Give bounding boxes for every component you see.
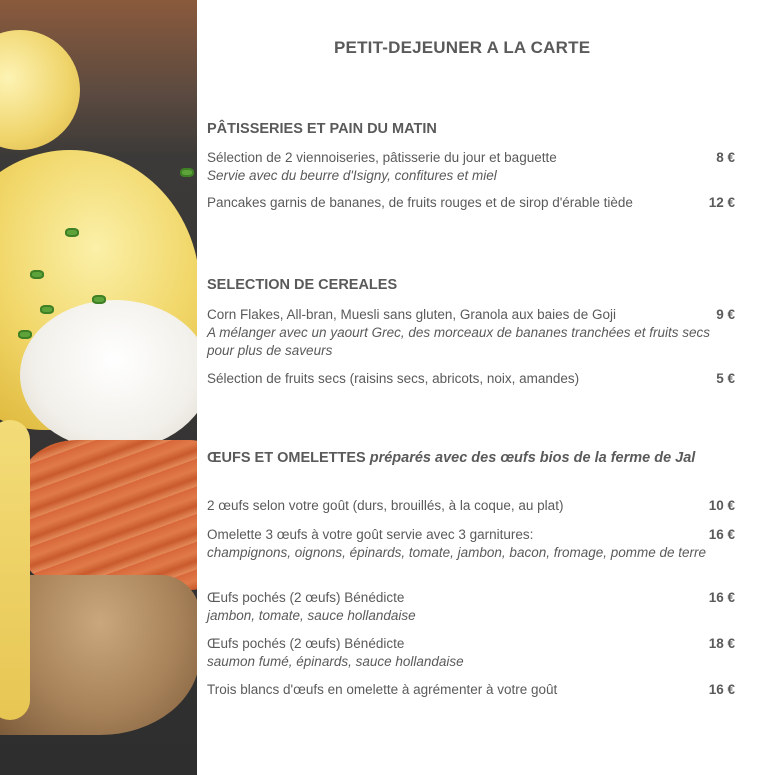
item-description: champignons, oignons, épinards, tomate, jambon, bacon, fromage, pomme de terre xyxy=(207,545,707,560)
item-name: Sélection de 2 viennoiseries, pâtisserie du jour et baguette xyxy=(207,150,557,165)
menu-item xyxy=(207,194,735,212)
eggs-benedict-photo xyxy=(0,0,197,775)
item-name: Sélection de fruits secs (raisins secs, abricots, noix, amandes) xyxy=(207,371,580,386)
chive-garnish xyxy=(180,168,194,177)
item-price: 8 € xyxy=(716,150,735,165)
item-name: 2 œufs selon votre goût (durs, brouillés, à la coque, au plat) xyxy=(207,498,564,513)
sauce-drip xyxy=(0,420,30,720)
section-title-note: préparés avec des œufs bios de la ferme de Jal xyxy=(369,450,696,466)
chive-garnish xyxy=(30,270,44,279)
menu-title: PETIT-DEJEUNER A LA CARTE xyxy=(334,38,591,57)
section-title-cereales: SELECTION DE CEREALES xyxy=(207,277,398,293)
section-title-oeufs xyxy=(207,449,732,467)
item-name: Trois blancs d'œufs en omelette à agrémenter à votre goût xyxy=(207,682,558,697)
chive-garnish xyxy=(65,228,79,237)
item-name: Pancakes garnis de bananes, de fruits rouges et de sirop d'érable tiède xyxy=(207,195,633,210)
item-price: 10 € xyxy=(708,498,735,513)
item-price: 16 € xyxy=(708,590,735,605)
item-name: Corn Flakes, All-bran, Muesli sans gluten, Granola aux baies de Goji xyxy=(207,307,616,322)
item-name: Œufs pochés (2 œufs) Bénédicte xyxy=(207,590,405,605)
item-price: 16 € xyxy=(708,527,735,542)
item-price: 16 € xyxy=(708,682,735,697)
item-description: A mélanger avec un yaourt Grec, des morceaux de bananes tranchées et fruits secs pour plus de saveurs xyxy=(207,325,711,358)
item-price: 12 € xyxy=(708,195,735,210)
hollandaise-sauce xyxy=(0,30,80,150)
item-price: 9 € xyxy=(716,307,735,322)
item-description: Servie avec du beurre d'Isigny, confitures et miel xyxy=(207,168,497,183)
menu-item xyxy=(207,635,735,671)
chive-garnish xyxy=(92,295,106,304)
item-price: 18 € xyxy=(708,636,735,651)
smoked-salmon xyxy=(20,440,197,590)
menu-item xyxy=(207,370,735,388)
item-name: Œufs pochés (2 œufs) Bénédicte xyxy=(207,636,405,651)
poached-egg xyxy=(20,300,197,450)
menu-item xyxy=(207,681,735,699)
section-title-patisseries: PÂTISSERIES ET PAIN DU MATIN xyxy=(207,121,437,137)
item-name: Omelette 3 œufs à votre goût servie avec 3 garnitures: xyxy=(207,527,534,542)
item-description: jambon, tomate, sauce hollandaise xyxy=(207,608,416,623)
chive-garnish xyxy=(40,305,54,314)
menu-item xyxy=(207,589,735,625)
menu-item xyxy=(207,497,735,515)
item-price: 5 € xyxy=(716,371,735,386)
section-title-text: ŒUFS ET OMELETTES xyxy=(207,450,366,466)
chive-garnish xyxy=(18,330,32,339)
menu-item xyxy=(207,526,735,562)
menu-item xyxy=(207,149,735,185)
menu-item xyxy=(207,306,735,360)
item-description: saumon fumé, épinards, sauce hollandaise xyxy=(207,654,464,669)
